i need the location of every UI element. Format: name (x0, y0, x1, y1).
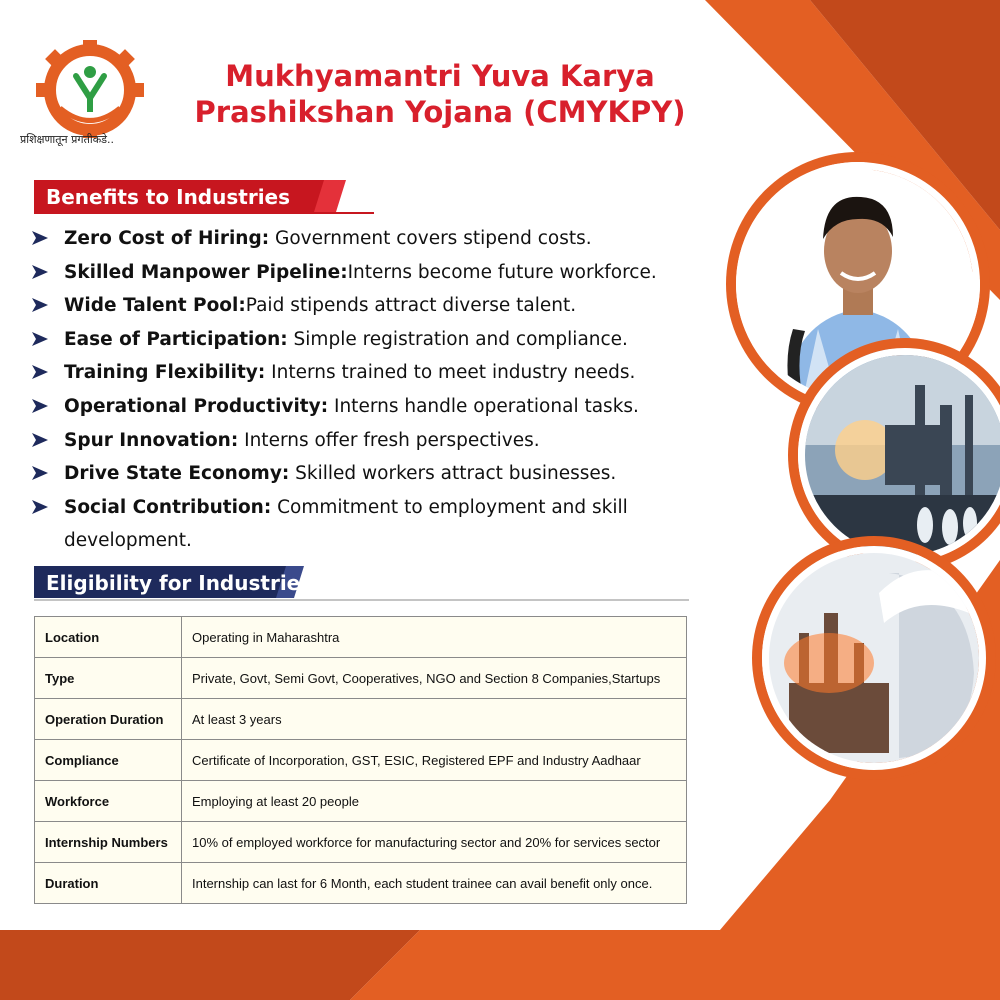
benefit-item: Social Contribution: Commitment to employment and skill development. (32, 491, 672, 558)
eligibility-table (34, 616, 687, 904)
table-row: Type Private, Govt, Semi Govt, Cooperatives, NGO and Section 8 Companies,Startups (35, 658, 687, 699)
table-row: Internship Numbers 10% of employed workforce for manufacturing sector and 20% for services sector (35, 822, 687, 863)
arrow-bullet-icon (32, 399, 48, 413)
industrial-plant-photo (798, 348, 1000, 562)
benefit-item: Drive State Economy: Skilled workers attract businesses. (32, 457, 672, 491)
benefit-item: Ease of Participation: Simple registration and compliance. (32, 323, 672, 357)
benefits-heading-label: Benefits to Industries (46, 185, 291, 209)
table-row: Compliance Certificate of Incorporation, GST, ESIC, Registered EPF and Industry Aadhaar (35, 740, 687, 781)
table-row: Workforce Employing at least 20 people (35, 781, 687, 822)
benefit-item: Zero Cost of Hiring: Government covers stipend costs. (32, 222, 672, 256)
page-title (150, 58, 730, 130)
title-line-1: Mukhyamantri Yuva Karya (225, 59, 655, 93)
arrow-bullet-icon (32, 365, 48, 379)
title-line-2: Prashikshan Yojana (CMYKPY) (194, 95, 686, 129)
arrow-bullet-icon (32, 500, 48, 514)
arrow-bullet-icon (32, 466, 48, 480)
arrow-bullet-icon (32, 433, 48, 447)
eligibility-heading-label: Eligibility for Industries (46, 571, 313, 595)
arrow-bullet-icon (32, 265, 48, 279)
benefit-item: Skilled Manpower Pipeline:Interns become future workforce. (32, 256, 672, 290)
arrow-bullet-icon (32, 231, 48, 245)
table-row: Operation Duration At least 3 years (35, 699, 687, 740)
benefits-heading (34, 180, 374, 214)
benefit-item: Wide Talent Pool:Paid stipends attract diverse talent. (32, 289, 672, 323)
benefit-item: Training Flexibility: Interns trained to meet industry needs. (32, 356, 672, 390)
eligibility-heading (34, 566, 689, 600)
benefit-item: Spur Innovation: Interns offer fresh perspectives. (32, 424, 672, 458)
table-row: Location Operating in Maharashtra (35, 617, 687, 658)
engineer-industry-photo (762, 546, 986, 770)
logo-tagline: प्रशिक्षणातून प्रगतीकडे.. (20, 133, 115, 146)
arrow-bullet-icon (32, 332, 48, 346)
benefits-list (32, 222, 672, 558)
arrow-bullet-icon (32, 298, 48, 312)
table-row: Duration Internship can last for 6 Month, each student trainee can avail benefit only once. (35, 863, 687, 904)
benefit-item: Operational Productivity: Interns handle operational tasks. (32, 390, 672, 424)
